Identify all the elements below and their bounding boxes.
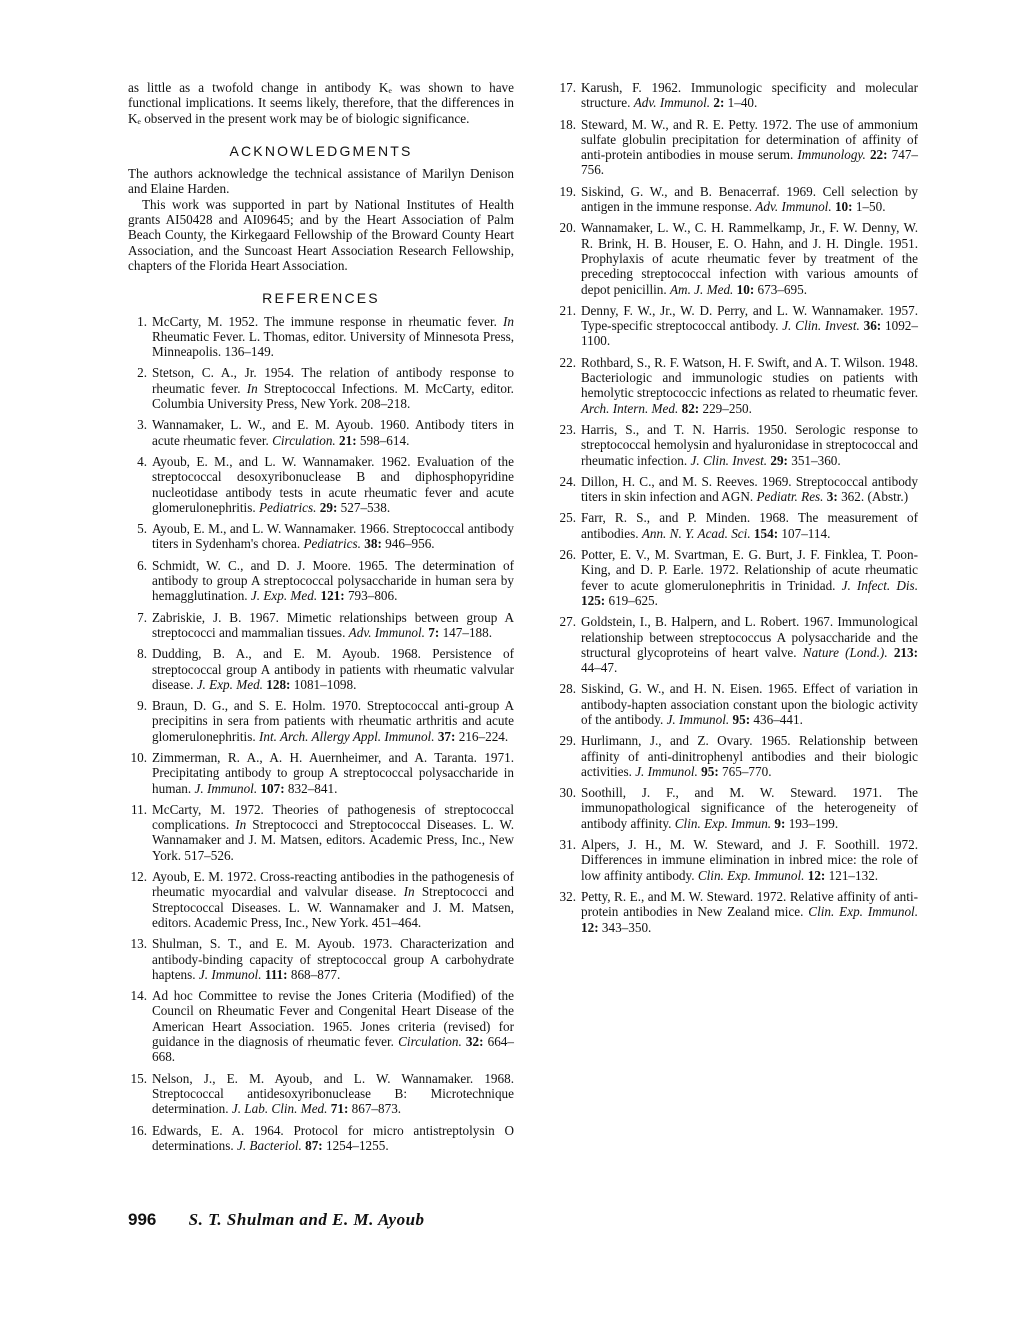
- reference-list-left: [128, 314, 514, 1154]
- reference-volume: 95:: [701, 763, 719, 779]
- reference-text: [152, 417, 514, 448]
- reference-number: 11.: [131, 801, 147, 817]
- reference-text: [581, 220, 918, 296]
- reference-text: [152, 698, 514, 744]
- reference-text: [581, 510, 918, 541]
- reference-segment: 832–841.: [284, 780, 338, 796]
- reference-segment: 147–188.: [439, 624, 493, 640]
- reference-number: 29.: [559, 733, 576, 749]
- reference-text: [581, 889, 918, 935]
- reference-segment: McCarty, M. 1952. The immune response in rheumatic fever.: [152, 313, 503, 329]
- reference-journal: J. Exp. Med.: [196, 676, 263, 692]
- reference-item: [557, 422, 918, 468]
- reference-segment: Ad hoc Committee to revise the Jones Criteria (Modified) of the Council on Rheumatic Fever and Congenital Heart Disease of the American Heart Association. 1965. Jones criteria (revised) for guidance in the diagnosis of rheumatic fever.: [152, 988, 514, 1050]
- reference-segment: Wannamaker, L. W., and E. M. Ayoub. 1960. Antibody titers in acute rheumatic fever.: [152, 417, 514, 448]
- reference-volume: 71:: [330, 1101, 349, 1117]
- reference-number: 8.: [137, 646, 147, 662]
- reference-segment: Siskind, G. W., and B. Benacerraf. 1969. Cell selection by antigen in the immune response.: [581, 183, 918, 215]
- reference-number: 9.: [137, 698, 147, 714]
- reference-volume: 38:: [364, 536, 382, 552]
- reference-number: 5.: [137, 521, 147, 537]
- reference-segment: 193–199.: [785, 815, 839, 831]
- reference-text: [581, 837, 918, 883]
- reference-segment: 216–224.: [455, 728, 509, 744]
- reference-number: 2.: [137, 365, 147, 381]
- reference-journal: Pediatr. Res.: [756, 489, 824, 505]
- reference-text: [152, 314, 514, 360]
- reference-text: [152, 936, 514, 982]
- reference-number: 32.: [559, 888, 576, 904]
- reference-text: [152, 646, 514, 692]
- reference-volume: 87:: [305, 1137, 323, 1153]
- reference-volume: 22:: [869, 147, 888, 163]
- reference-volume: 10:: [834, 199, 853, 215]
- reference-segment: Ayoub, E. M., and L. W. Wannamaker. 1962. Evaluation of the streptococcal desoxyribonuclease B and diphosphopyridine nucleotidase antibody tests in acute rheumatic fever and acute glomerulonephritis.: [152, 453, 514, 515]
- reference-segment: 229–250.: [699, 400, 752, 416]
- reference-number: 4.: [137, 453, 147, 469]
- reference-segment: Streptococci and Streptococcal Diseases. L. W. Wannamaker and J. M. Matsen, editors. Academic Press, Inc., New York. 451–464.: [152, 884, 515, 930]
- reference-text: [581, 681, 918, 727]
- reference-number: 3.: [137, 417, 147, 433]
- reference-item: [128, 521, 514, 552]
- reference-segment: Schmidt, W. C., and D. J. Moore. 1965. The determination of antibody to group A streptococcal polysaccharide in human sera by hemagglutination.: [152, 557, 514, 604]
- reference-item: [557, 614, 918, 675]
- reference-segment: Alpers, J. H., M. W. Steward, and J. F. Soothill. 1972. Differences in immune elimination in inbred mice: the role of low affinity antibody.: [581, 837, 918, 883]
- reference-text: [152, 802, 514, 863]
- reference-segment: Farr, R. S., and P. Minden. 1968. The measurement of antibodies.: [581, 510, 918, 541]
- reference-segment: 946–956.: [381, 536, 435, 552]
- reference-segment: 343–350.: [598, 919, 652, 935]
- reference-text: [152, 988, 514, 1064]
- reference-segment: Dudding, B. A., and E. M. Ayoub. 1968. Persistence of streptococcal group A antibody in patients with rheumatic valvular disease.: [152, 646, 514, 692]
- running-footer-authors: S. T. Shulman and E. M. Ayoub: [188, 1210, 425, 1229]
- reference-item: [557, 681, 918, 727]
- acknowledgments-heading: ACKNOWLEDGMENTS: [229, 142, 413, 159]
- reference-volume: 213:: [893, 644, 919, 660]
- reference-item: [128, 558, 514, 604]
- reference-segment: Rheumatic Fever. L. Thomas, editor. University of Minnesota Press, Minneapolis. 136–149.: [152, 328, 514, 360]
- reference-text: [581, 422, 918, 468]
- reference-volume: 36:: [863, 318, 882, 334]
- reference-item: [128, 314, 514, 360]
- reference-journal: In: [403, 884, 415, 900]
- reference-text: [581, 614, 918, 675]
- reference-number: 1.: [137, 313, 147, 329]
- reference-segment: Streptococcal Infections. M. McCarty, editor. Columbia University Press, New York. 208–218.: [152, 380, 514, 412]
- reference-volume: 111:: [264, 966, 288, 982]
- reference-number: 16.: [130, 1122, 147, 1138]
- reference-number: 18.: [559, 116, 576, 132]
- reference-item: [557, 510, 918, 541]
- reference-journal: Pediatrics.: [303, 536, 361, 552]
- reference-segment: Ayoub, E. M., and L. W. Wannamaker. 1966. Streptococcal antibody titers in Sydenham's chorea.: [152, 521, 514, 552]
- reference-segment: 527–538.: [337, 499, 391, 515]
- reference-item: [557, 220, 918, 296]
- reference-item: [128, 1071, 514, 1117]
- reference-item: [557, 474, 918, 505]
- reference-item: [557, 837, 918, 883]
- reference-number: 24.: [559, 473, 576, 489]
- reference-item: [557, 117, 918, 178]
- reference-number: 27.: [559, 614, 576, 630]
- page-number: 996: [128, 1210, 157, 1229]
- reference-segment: 1–50.: [852, 199, 886, 215]
- reference-item: [557, 889, 918, 935]
- reference-segment: 867–873.: [348, 1101, 402, 1117]
- reference-item: [128, 454, 514, 515]
- reference-journal: Clin. Exp. Immun.: [674, 815, 772, 831]
- reference-segment: 1254–1255.: [322, 1137, 389, 1153]
- reference-segment: Edwards, E. A. 1964. Protocol for micro antistreptolysin O determinations.: [152, 1122, 514, 1153]
- reference-text: [152, 558, 514, 604]
- reference-journal: Adv. Immunol.: [633, 95, 711, 111]
- reference-journal: Immunology.: [797, 147, 866, 163]
- reference-number: 20.: [559, 220, 576, 236]
- reference-segment: 44–47.: [581, 660, 618, 676]
- reference-number: 31.: [559, 837, 576, 853]
- reference-segment: Siskind, G. W., and H. N. Eisen. 1965. Effect of variation in antibody-hapten association constant upon the biologic activity of the antibody.: [581, 681, 918, 727]
- reference-segment: Steward, M. W., and R. E. Petty. 1972. The use of ammonium sulfate globulin precipitation for determination of affinity of anti-protein antibodies in mouse serum.: [581, 116, 918, 163]
- funding-paragraph: This work was supported in part by National Institutes of Health grants AI50428 and AI09645; and by the Heart Association of Palm Beach County, the Kirkegaard Fellowship of the Broward County Heart Association, and the Suncoast Heart Association Research Fellowship, chapters of the Florida Heart Association.: [128, 196, 514, 273]
- reference-segment: Shulman, S. T., and E. M. Ayoub. 1973. Characterization and antibody-binding capacity of streptococcal group A carbohydrate haptens.: [152, 936, 514, 982]
- reference-item: [128, 869, 514, 930]
- reference-segment: 598–614.: [356, 432, 410, 448]
- reference-item: [557, 184, 918, 215]
- right-column: [557, 80, 918, 941]
- reference-segment: McCarty, M. 1972. Theories of pathogenesis of streptococcal complications.: [152, 801, 514, 833]
- reference-text: [581, 474, 918, 505]
- reference-segment: 1–40.: [724, 95, 758, 111]
- reference-segment: 121–132.: [825, 867, 879, 883]
- reference-number: 21.: [559, 302, 576, 318]
- reference-journal: Circulation.: [398, 1034, 462, 1050]
- reference-segment: 793–806.: [344, 588, 398, 604]
- reference-number: 13.: [130, 936, 147, 952]
- reference-segment: Harris, S., and T. N. Harris. 1950. Serologic response to streptococcal hemolysin and hyaluronidase in streptococcal and rheumatic infection.: [581, 421, 918, 468]
- reference-segment: 673–695.: [754, 281, 807, 297]
- reference-segment: Karush, F. 1962. Immunologic specificity and molecular structure.: [581, 80, 918, 111]
- reference-volume: 154:: [753, 525, 779, 541]
- reference-segment: Wannamaker, L. W., C. H. Rammelkamp, Jr., F. W. Denny, W. R. Brink, H. B. Houser, E. O. Hahn, and J. H. Dingle. 1951. Prophylaxis of acute rheumatic fever by treatment of the preceding streptococcal infection with various amounts of depot penicillin.: [581, 220, 918, 297]
- reference-volume: 9:: [774, 815, 786, 831]
- reference-journal: J. Clin. Invest.: [690, 452, 768, 468]
- reference-text: [581, 80, 918, 111]
- reference-number: 12.: [130, 869, 147, 885]
- reference-item: [557, 80, 918, 111]
- reference-segment: 351–360.: [787, 452, 841, 468]
- reference-journal: Pediatrics.: [258, 499, 317, 515]
- reference-segment: Petty, R. E., and M. W. Steward. 1972. Relative affinity of anti-protein antibodies in New Zealand mice.: [581, 888, 918, 920]
- reference-segment: 747–756.: [581, 147, 919, 178]
- reference-number: 17.: [559, 80, 576, 95]
- reference-journal: Clin. Exp. Immunol.: [808, 904, 918, 920]
- reference-text: [152, 454, 514, 515]
- reference-volume: 82:: [681, 400, 700, 416]
- reference-journal: Arch. Intern. Med.: [581, 400, 679, 416]
- reference-item: [128, 698, 514, 744]
- reference-segment: Hurlimann, J., and Z. Ovary. 1965. Relationship between affinity of anti-dinitrophenyl antibodies and their biologic activities.: [581, 733, 918, 779]
- reference-text: [152, 1071, 514, 1117]
- reference-segment: Potter, E. V., M. Svartman, E. G. Burt, J. F. Finklea, T. Poon-King, and D. P. Earle. 1972. Relationship of acute rheumatic fever to acute glomerulonephritis in Trinidad.: [581, 547, 918, 593]
- reference-segment: 1092–1100.: [581, 318, 918, 349]
- reference-text: [581, 547, 918, 608]
- reference-item: [128, 1123, 514, 1154]
- reference-number: 30.: [559, 785, 576, 801]
- reference-journal: J. Immunol.: [635, 763, 698, 779]
- reference-segment: 1081–1098.: [290, 676, 357, 692]
- reference-volume: 107:: [260, 780, 285, 796]
- reference-segment: Rothbard, S., R. F. Watson, H. F. Swift, and A. T. Wilson. 1948. Bacteriologic and immunologic studies on patients with hemolytic streptococcic infections as related to rheumatic fever.: [581, 354, 918, 401]
- reference-segment: Stetson, C. A., Jr. 1954. The relation of antibody response to rheumatic fever.: [152, 365, 514, 396]
- reference-segment: Zimmerman, R. A., A. H. Auernheimer, and A. Taranta. 1971. Precipitating antibody to group A streptococcal polysaccharide in human.: [152, 749, 514, 796]
- reference-volume: 2:: [713, 95, 725, 111]
- reference-item: [128, 936, 514, 982]
- reference-journal: Circulation.: [272, 432, 336, 448]
- reference-text: [152, 1123, 514, 1154]
- reference-text: [581, 117, 918, 178]
- reference-journal: Am. J. Med.: [670, 281, 734, 297]
- reference-text: [152, 365, 514, 411]
- reference-item: [557, 733, 918, 779]
- reference-item: [128, 988, 514, 1064]
- reference-volume: 3:: [826, 489, 838, 505]
- reference-item: [557, 355, 918, 416]
- reference-journal: J. Immunol.: [666, 711, 730, 727]
- reference-item: [128, 417, 514, 448]
- intro-paragraph: as little as a twofold change in antibody Kₑ was shown to have functional implications. It seems likely, therefore, that the differences in Kₑ observed in the present work may be of biologic significance.: [128, 80, 514, 126]
- reference-volume: 7:: [428, 624, 440, 640]
- reference-journal: Clin. Exp. Immunol.: [697, 867, 805, 883]
- references-heading: REFERENCES: [262, 290, 380, 307]
- reference-journal: J. Clin. Invest.: [782, 318, 860, 334]
- reference-segment: Soothill, J. F., and M. W. Steward. 1971. The immunopathological significance of the heterogeneity of antibody affinity.: [581, 785, 918, 831]
- reference-number: 10.: [130, 749, 147, 765]
- reference-volume: 29:: [319, 499, 338, 515]
- reference-journal: J. Infect. Dis.: [841, 577, 918, 593]
- reference-text: [581, 355, 918, 416]
- reference-segment: Braun, D. G., and S. E. Holm. 1970. Streptococcal anti-group A precipitins in sera from patients with rheumatic arthritis and acute glomerulonephritis.: [152, 698, 514, 744]
- reference-text: [581, 303, 918, 349]
- reference-item: [557, 303, 918, 349]
- left-column: [128, 80, 514, 1159]
- reference-journal: Adv. Immunol.: [755, 199, 832, 215]
- reference-number: 26.: [559, 547, 576, 563]
- reference-journal: Adv. Immunol.: [348, 624, 425, 640]
- reference-number: 15.: [130, 1070, 147, 1086]
- reference-volume: 121:: [320, 588, 345, 604]
- reference-item: [128, 365, 514, 411]
- reference-journal: J. Exp. Med.: [250, 588, 318, 604]
- reference-segment: 664–668.: [152, 1034, 514, 1065]
- reference-volume: 37:: [437, 728, 456, 744]
- reference-segment: 619–625.: [605, 592, 658, 608]
- reference-segment: 765–770.: [718, 763, 772, 779]
- reference-journal: In: [235, 817, 247, 833]
- page-footer: [128, 1210, 425, 1230]
- reference-number: 28.: [559, 681, 576, 697]
- reference-text: [152, 521, 514, 552]
- reference-journal: J. Immunol.: [194, 780, 258, 796]
- reference-text: [581, 785, 918, 831]
- reference-journal: Int. Arch. Allergy Appl. Immunol.: [258, 728, 435, 744]
- reference-text: [581, 733, 918, 779]
- reference-number: 23.: [559, 421, 576, 437]
- reference-item: [128, 750, 514, 796]
- reference-text: [152, 610, 514, 641]
- reference-segment: Ayoub, E. M. 1972. Cross-reacting antibodies in the pathogenesis of rheumatic myocardial and valvular disease.: [152, 869, 514, 900]
- reference-volume: 21:: [339, 432, 357, 448]
- reference-journal: J. Immunol.: [198, 966, 262, 982]
- reference-segment: 107–114.: [778, 525, 831, 541]
- reference-number: 19.: [559, 183, 576, 199]
- reference-segment: Dillon, H. C., and M. S. Reeves. 1969. Streptococcal antibody titers in skin infection and AGN.: [581, 473, 918, 505]
- reference-volume: 29:: [770, 452, 788, 468]
- reference-item: [128, 646, 514, 692]
- reference-journal: J. Bacteriol.: [236, 1137, 302, 1153]
- reference-text: [152, 750, 514, 796]
- reference-journal: Nature (Lond.).: [802, 644, 888, 660]
- reference-item: [557, 547, 918, 608]
- reference-volume: 95:: [732, 711, 751, 727]
- reference-volume: 12:: [581, 919, 599, 935]
- reference-text: [152, 869, 514, 930]
- reference-number: 22.: [559, 354, 576, 370]
- reference-segment: Streptococci and Streptococcal Diseases. L. W. Wannamaker and J. M. Matsen, editors. Academic Press, Inc., New York. 517–526.: [152, 817, 514, 863]
- reference-number: 14.: [130, 988, 147, 1004]
- reference-volume: 10:: [736, 281, 755, 297]
- reference-volume: 128:: [266, 676, 291, 692]
- reference-item: [128, 802, 514, 863]
- reference-journal: In: [503, 313, 514, 329]
- reference-segment: Nelson, J., E. M. Ayoub, and L. W. Wannamaker. 1968. Streptococcal antidesoxyribonuclease B: Microtechnique determination.: [152, 1070, 514, 1117]
- reference-item: [557, 785, 918, 831]
- reference-number: 7.: [137, 609, 147, 625]
- reference-list-right: [557, 80, 918, 935]
- reference-journal: Ann. N. Y. Acad. Sci.: [641, 525, 751, 541]
- reference-journal: In: [246, 380, 258, 396]
- reference-item: [128, 610, 514, 641]
- reference-segment: Zabriskie, J. B. 1967. Mimetic relationships between group A streptococci and mammalian tissues.: [152, 609, 514, 640]
- reference-volume: 12:: [807, 867, 826, 883]
- reference-segment: Goldstein, I., B. Halpern, and L. Robert. 1967. Immunological relationship between streptococcus A polysaccharide and the structural glycoproteins of heart valve.: [581, 614, 918, 660]
- reference-segment: 362. (Abstr.): [837, 489, 909, 505]
- reference-segment: Denny, F. W., Jr., W. D. Perry, and L. W. Wannamaker. 1957. Type-specific streptococcal antibody.: [581, 302, 918, 334]
- acknowledgments-paragraph: The authors acknowledge the technical assistance of Marilyn Denison and Elaine Harden.: [128, 166, 514, 197]
- reference-volume: 125:: [581, 592, 606, 608]
- reference-journal: J. Lab. Clin. Med.: [231, 1101, 328, 1117]
- reference-volume: 32:: [465, 1034, 484, 1050]
- reference-segment: 436–441.: [750, 711, 803, 727]
- reference-segment: 868–877.: [287, 966, 341, 982]
- reference-text: [581, 184, 918, 215]
- reference-number: 25.: [559, 510, 576, 526]
- reference-number: 6.: [137, 557, 147, 573]
